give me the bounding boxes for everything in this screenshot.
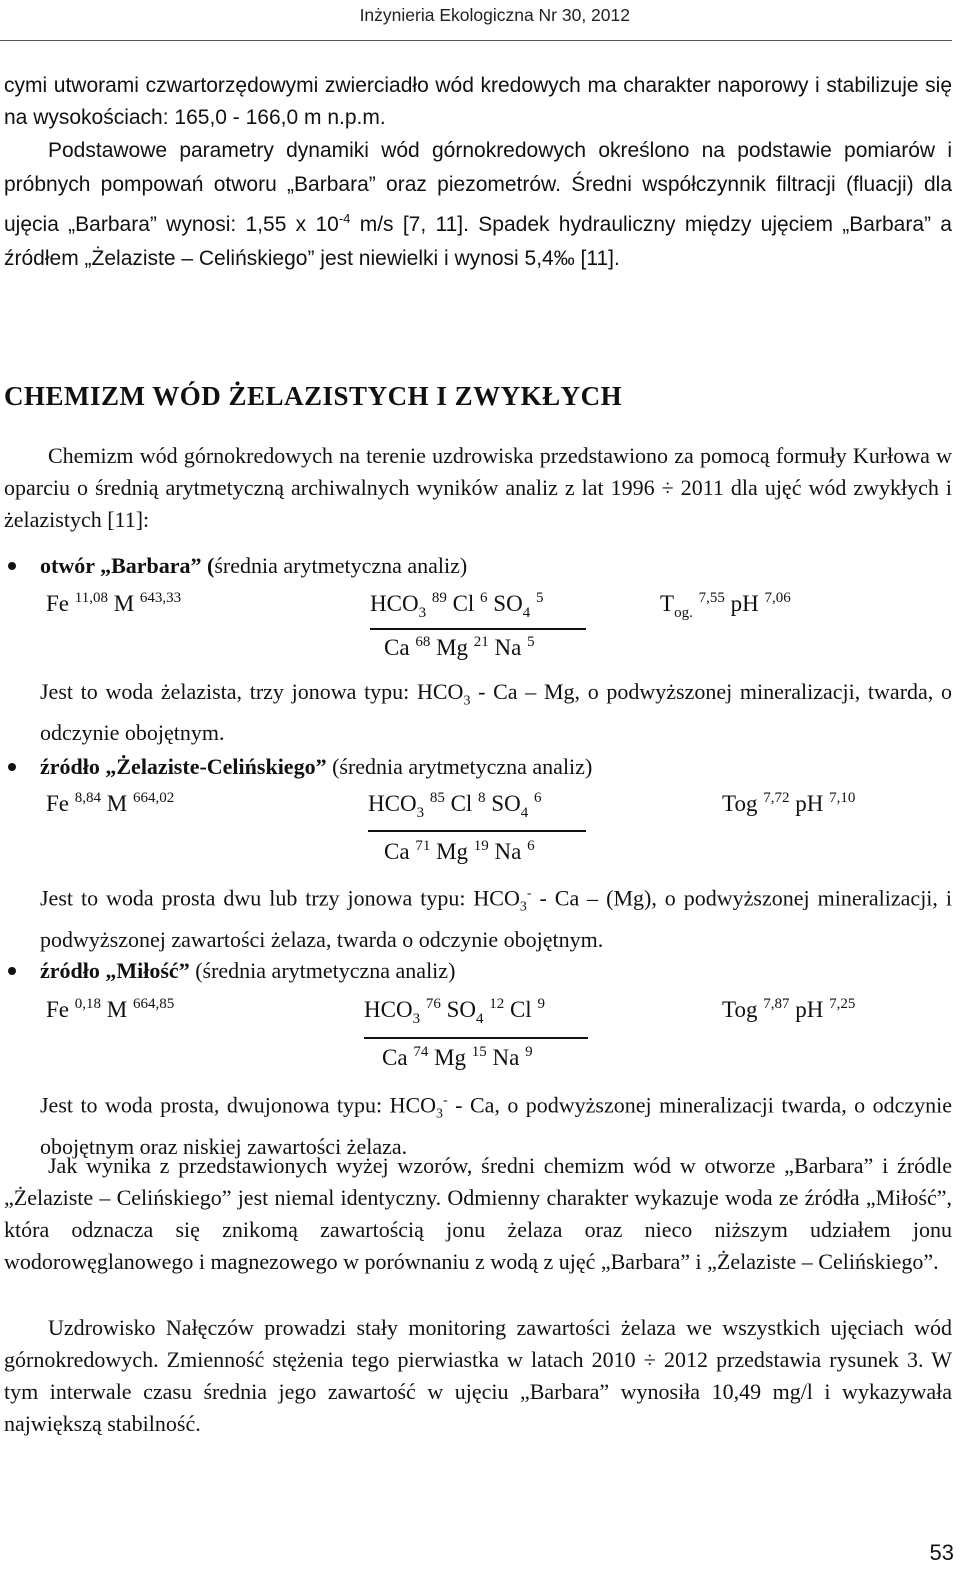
formula-temp-ph: Tog $^{7,72}$ pH $^{7,10}$ <box>722 790 856 816</box>
formula-temp-ph: $T_{og.}$ $^{7,55}$ pH $^{7,06}$ <box>660 590 791 621</box>
body-paragraph-1: Jak wynika z przedstawionych wyżej wzorów, średni chemizm wód w otworze „Barbara” i źródle „Żelaziste – Celińskiego” jest niemal identyczny. Odmienny charakter wykazuje woda ze źródła „Miłość”, która odznacza się znikomą zawartością jonu żelaza oraz nieco niższym udziałem jonu wodorowęglanowego i magnezowego w porównaniu z wodą z ujęć „Barbara” i „Żelaziste – Celińskiego”. <box>4 1153 952 1274</box>
fraction-line <box>370 628 586 630</box>
journal-title: Inżynieria Ekologiczna Nr 30, 2012 <box>359 5 630 25</box>
bullet-icon <box>8 562 16 570</box>
formula-numerator: $HCO_3$ $^{85}$ Cl $^8$ $SO_4$ $^6$ <box>368 790 542 821</box>
formula-denominator: Ca $^{74}$ Mg $^{15}$ Na $^9$ <box>382 1044 533 1070</box>
source-item-zelaziste: źródło „Żelaziste-Celińskiego” (średnia arytmetyczna analiz) <box>4 752 592 782</box>
formula-fe-m: Fe $^{0,18}$ M $^{664,85}$ <box>46 996 175 1022</box>
formula-temp-ph: Tog $^{7,87}$ pH $^{7,25}$ <box>722 996 856 1022</box>
body-paragraph-2: Uzdrowisko Nałęczów prowadzi stały monitoring zawartości żelaza we wszystkich ujęciach wód górnokredowych. Zmienność stężenia tego pierwiastka w latach 2010 ÷ 2012 przedstawia rysunek 3. W tym interwale czasu średnia jego zawartość w ujęciu „Barbara” wynosiła 10,49 mg/l i wykazywała największą stabilność. <box>4 1315 952 1436</box>
source-description: Jest to woda prosta dwu lub trzy jonowa typu: $HCO_3^-$ - Ca – (Mg), o podwyższonej mineralizacji, i podwyższonej zawartości żelaza, twarda o odczynie obojętnym. <box>40 885 952 952</box>
intro-paragraph-2: Podstawowe parametry dynamiki wód górnokredowych określono na podstawie pomiarów i próbnych pompowań otworu „Barbara” oraz piezometrów. Średni współczynnik filtracji (fluacji) dla ujęcia „Barbara” wynosi: 1,55 x $10^{-4}$ m/s [7, 11]. Spadek hydrauliczny między ujęciem „Barbara” a źródłem „Żelaziste – Celińskiego” jest niewielki i wynosi 5,4‰ [11]. <box>4 139 952 270</box>
formula-denominator: Ca $^{71}$ Mg $^{19}$ Na $^6$ <box>384 838 535 864</box>
formula-numerator: $HCO_3$ $^{76}$ $SO_4$ $^{12}$ Cl $^9$ <box>364 996 545 1027</box>
formula-numerator: $HCO_3$ $^{89}$ Cl $^6$ $SO_4$ $^5$ <box>370 590 544 621</box>
source-item-barbara: otwór „Barbara” (średnia arytmetyczna analiz) <box>4 551 467 581</box>
source-description: Jest to woda żelazista, trzy jonowa typu: $HCO_3$ - Ca – Mg, o podwyższonej mineralizacji, twarda, o odczynie obojętnym. <box>40 679 952 746</box>
formula-denominator: Ca $^{68}$ Mg $^{21}$ Na $^5$ <box>384 634 535 660</box>
formula-fe-m: Fe $^{8,84}$ M $^{664,02}$ <box>46 790 175 816</box>
source-description: Jest to woda prosta, dwujonowa typu: $HCO_3^-$ - Ca, o podwyższonej mineralizacji twarda, o odczynie obojętnym oraz niskiej zawartości żelaza. <box>40 1092 952 1159</box>
bullet-icon <box>8 763 16 771</box>
fraction-line <box>368 830 586 832</box>
page-number: 53 <box>929 1540 954 1565</box>
formula-fe-m: Fe $^{11,08}$ M $^{643,33}$ <box>46 590 182 616</box>
page-header <box>0 0 952 41</box>
intro-paragraph-1: cymi utworami czwartorzędowymi zwierciadło wód kredowych ma charakter naporowy i stabilizuje się na wysokościach: 165,0 - 166,0 m n.p.m. <box>4 74 952 129</box>
section-lead: Chemizm wód górnokredowych na terenie uzdrowiska przedstawiono za pomocą formuły Kurłowa w oparciu o średnią arytmetyczną archiwalnych wyników analiz z lat 1996 ÷ 2011 dla ujęć wód zwykłych i żelazistych [11]: <box>4 443 952 532</box>
fraction-line <box>364 1037 588 1039</box>
section-title: CHEMIZM WÓD ŻELAZISTYCH I ZWYKŁYCH <box>4 381 623 411</box>
source-item-milosc: źródło „Miłość” (średnia arytmetyczna analiz) <box>4 956 455 986</box>
bullet-icon <box>8 967 16 975</box>
